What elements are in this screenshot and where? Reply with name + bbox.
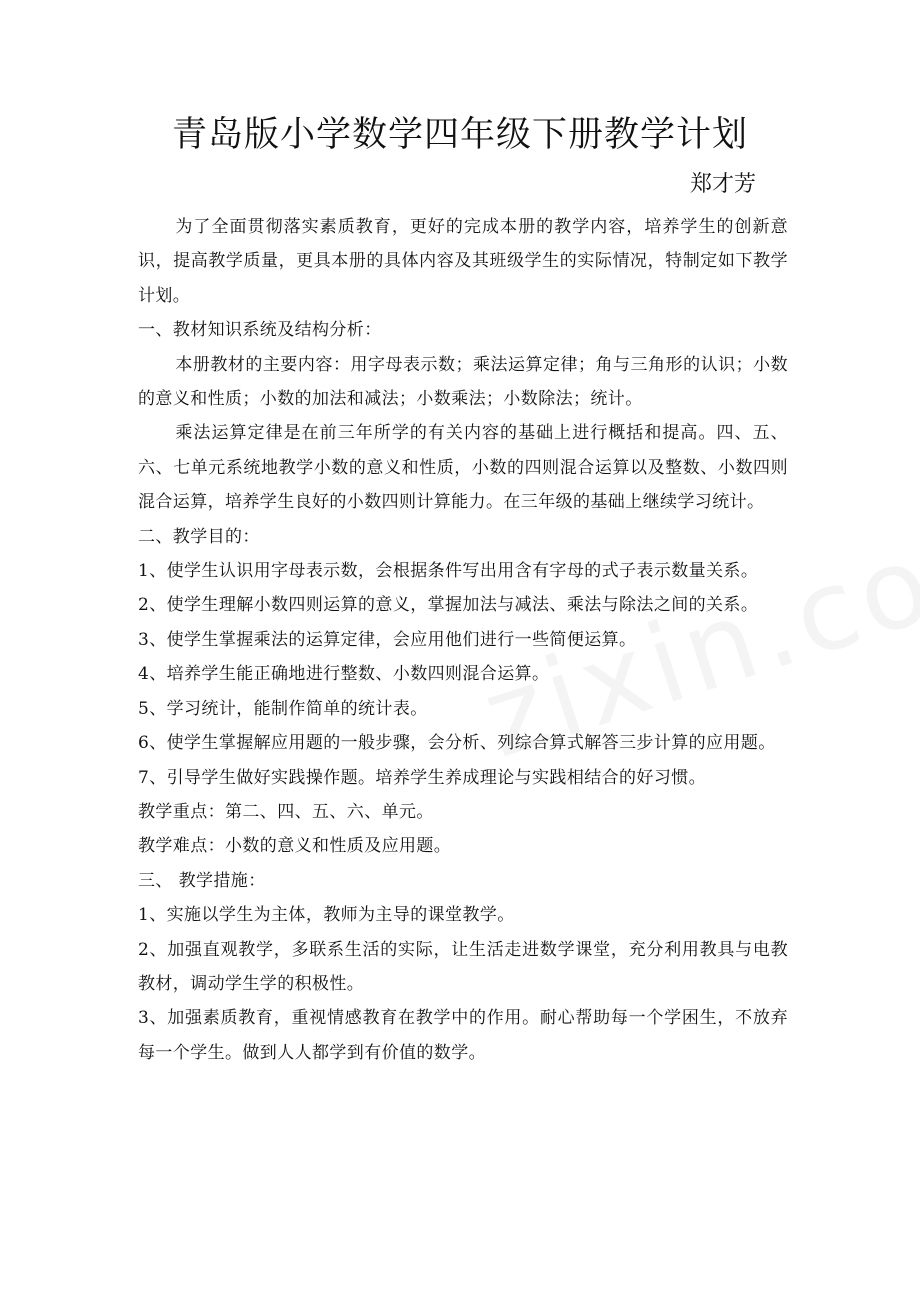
paragraph-content: 乘法运算定律是在前三年所学的有关内容的基础上进行概括和提高。四、五、六、七单元系统地教学小数的意义和性质，小数的四则混合运算以及整数、小数四则混合运算，培养学生良好的小数四则计算能力。在三年级的基础上继续学习统计。 [138,423,788,513]
list-item: 2、加强直观教学，多联系生活的实际，让生活走进数学课堂，充分利用教具与电教教材，调动学生学的积极性。 [138,939,788,994]
section-heading-2: 二、教学目的： [138,526,260,547]
document-body [138,210,788,1070]
paragraph-intro: 为了全面贯彻落实素质教育，更好的完成本册的教学内容，培养学生的创新意识，提高教学质量，更具本册的具体内容及其班级学生的实际情况，特制定如下教学计划。 [138,217,788,306]
section-heading-1: 一、教材知识系统及结构分析： [138,320,382,341]
list-item: 7、引导学生做好实践操作题。培养学生养成理论与实践相结合的好习惯。 [138,767,707,788]
paragraph-content: 本册教材的主要内容：用字母表示数；乘法运算定律；角与三角形的认识；小数的意义和性质；小数的加法和减法；小数乘法；小数除法；统计。 [138,354,788,410]
list-item: 3、使学生掌握乘法的运算定律，会应用他们进行一些简便运算。 [138,629,637,650]
teaching-difficulty: 教学难点：小数的意义和性质及应用题。 [138,836,452,857]
list-item: 4、培养学生能正确地进行整数、小数四则混合运算。 [138,664,550,685]
list-item: 6、使学生掌握解应用题的一般步骤，会分析、列综合算式解答三步计算的应用题。 [138,733,776,754]
teaching-focus: 教学重点：第二、四、五、六、单元。 [138,801,434,822]
list-item: 1、实施以学生为主体，教师为主导的课堂教学。 [138,905,515,926]
list-item: 2、使学生理解小数四则运算的意义，掌握加法与减法、乘法与除法之间的关系。 [138,595,759,616]
section-heading-3: 三、 教学措施： [138,870,266,891]
document-title: 青岛版小学数学四年级下册教学计划 [171,115,748,155]
list-item: 1、使学生认识用字母表示数，会根据条件写出用含有字母的式子表示数量关系。 [138,561,759,582]
list-item: 5、学习统计，能制作简单的统计表。 [138,698,428,719]
list-item: 3、加强素质教育，重视情感教育在教学中的作用。耐心帮助每一个学困生，不放弃每一个学生。做到人人都学到有价值的数学。 [138,1008,788,1063]
document-author: 郑才芳 [690,172,757,197]
